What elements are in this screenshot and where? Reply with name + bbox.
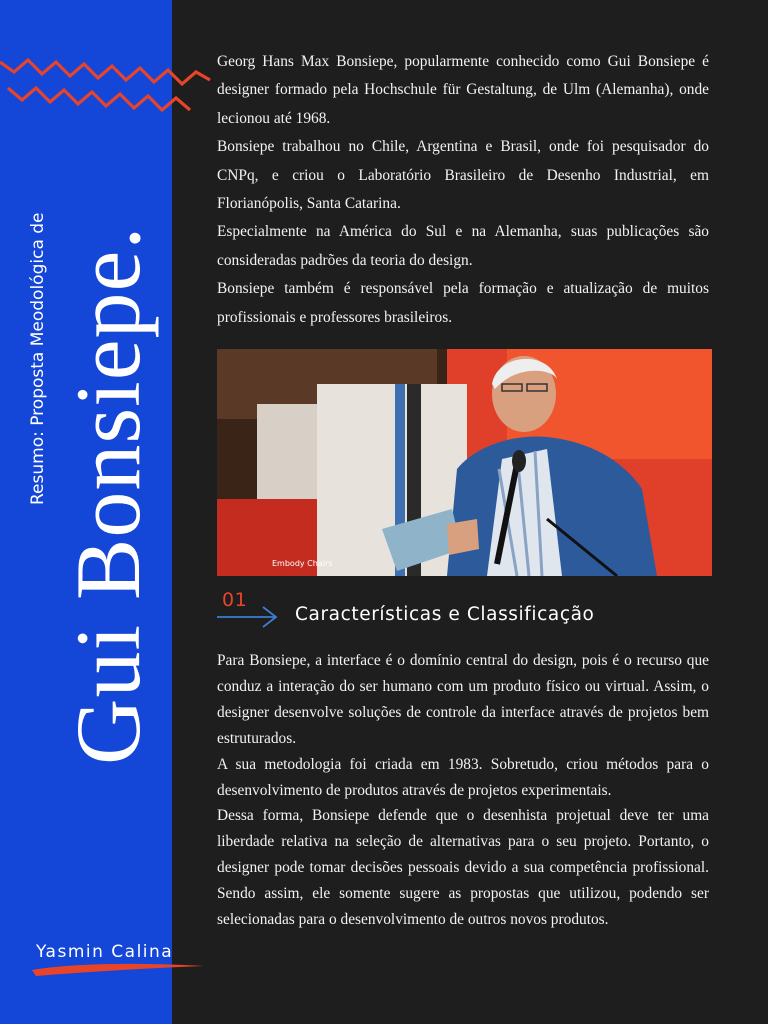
- intro-paragraph: Especialmente na América do Sul e na Alemanha, suas publicações são consideradas padrões da teoria do design.: [217, 223, 709, 269]
- photo-sign-text: Embody Chairs: [272, 559, 333, 568]
- document-title: Gui Bonsiepe.: [57, 225, 159, 765]
- brush-underline-icon: [28, 958, 208, 980]
- intro-paragraph: Georg Hans Max Bonsiepe, popularmente conhecido como Gui Bonsiepe é designer formado pela Hochschule für Gestaltung, de Ulm (Alemanha), onde lecionou até 1968.: [217, 53, 709, 127]
- section-paragraph: A sua metodologia foi criada em 1983. Sobretudo, criou métodos para o desenvolvimento de produtos através de projetos experimentais.: [217, 755, 709, 799]
- section-title: Características e Classificação: [295, 604, 595, 625]
- section-number: 01: [222, 589, 248, 611]
- section-paragraph: Para Bonsiepe, a interface é o domínio central do design, pois é o recurso que conduz a interação do ser humano com um produto físico ou virtual. Assim, o designer desenvolve soluções de controle da interface através de projetos bem estruturados.: [217, 652, 709, 747]
- arrow-right-icon: [217, 604, 279, 630]
- zigzag-decoration-icon: [0, 40, 215, 140]
- intro-paragraph: Bonsiepe também é responsável pela formação e atualização de muitos profissionais e professores brasileiros.: [217, 280, 709, 326]
- intro-paragraph: Bonsiepe trabalhou no Chile, Argentina e Brasil, onde foi pesquisador do CNPq, e criou o Laboratório Brasileiro de Desenho Industrial, em Florianópolis, Santa Catarina.: [217, 138, 709, 213]
- intro-text: [217, 48, 709, 332]
- speaker-photo: [217, 349, 712, 576]
- document-subtitle: Resumo: Proposta Meodológica de: [28, 212, 48, 505]
- section-paragraph: Dessa forma, Bonsiepe defende que o desenhista projetual deve ter uma liberdade relativa na seleção de alternativas para o seu projeto. Portanto, o designer pode tomar decisões pessoais devido a sua competência profissional. Sendo assim, ele somente sugere as propostas que utilizou, podendo ser selecionadas para o desenvolvimento de outros novos produtos.: [217, 807, 709, 929]
- author-name: Yasmin Calina: [36, 942, 174, 962]
- section-text: [217, 648, 709, 933]
